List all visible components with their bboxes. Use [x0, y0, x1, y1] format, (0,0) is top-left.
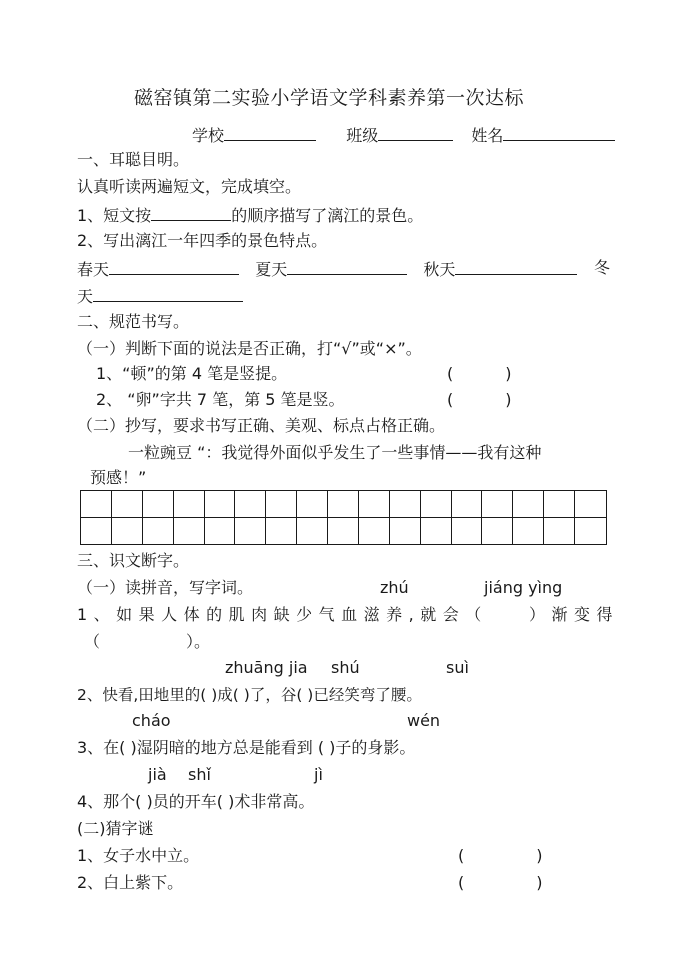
grid-cell[interactable]	[235, 518, 266, 545]
student-info-line	[192, 124, 615, 146]
copy-text-line2: 预感！”	[90, 468, 147, 487]
riddle-answer-2[interactable]: ( )	[458, 873, 543, 892]
grid-cell[interactable]	[205, 518, 236, 545]
class-label: 班级	[346, 126, 379, 145]
section2-part2: （二）抄写，要求书写正确、美观、标点占格正确。	[77, 416, 446, 435]
judge-item-1: 1、“顿”的第 4 笔是竖提。	[96, 364, 288, 383]
grid-cell[interactable]	[328, 518, 359, 545]
grid-cell[interactable]	[112, 518, 143, 545]
winter-line	[77, 285, 243, 307]
grid-cell[interactable]	[328, 491, 359, 518]
summer-blank[interactable]	[287, 258, 407, 275]
word-question-2: 2、快看,田地里的( )成( )了，谷( )已经笑弯了腰。	[77, 686, 422, 704]
pinyin-zhuangjia: zhuāng jia	[225, 658, 308, 677]
question-1-blank[interactable]	[151, 204, 231, 221]
school-label: 学校	[192, 126, 225, 145]
grid-cell[interactable]	[205, 491, 236, 518]
section1-question-1	[77, 204, 423, 226]
pinyin-wen: wén	[407, 711, 441, 730]
grid-cell[interactable]	[421, 518, 452, 545]
question-1-suffix: 的顺序描写了漓江的景色。	[231, 206, 424, 225]
grid-cell[interactable]	[81, 491, 112, 518]
grid-cell[interactable]	[390, 491, 421, 518]
grid-cell[interactable]	[174, 518, 205, 545]
word-question-1: 1、如果人体的肌肉缺少气血滋养,就会（	[77, 605, 488, 624]
riddle-1: 1、女子水中立。	[77, 846, 200, 865]
grid-cell[interactable]	[452, 491, 483, 518]
spring-label: 春天	[77, 260, 110, 279]
pinyin-shu: shú	[331, 658, 360, 677]
section2-part1: （一）判断下面的说法是否正确，打“√”或“×”。	[77, 339, 422, 358]
writing-grid[interactable]	[80, 490, 607, 545]
class-field[interactable]	[378, 124, 453, 141]
section1-question-2: 2、写出漓江一年四季的景色特点。	[77, 231, 328, 250]
grid-cell[interactable]	[513, 518, 544, 545]
grid-cell[interactable]	[359, 518, 390, 545]
copy-text-line1: 一粒豌豆 “：我觉得外面似乎发生了一些事情——我有这种	[128, 443, 542, 462]
pinyin-shi: shǐ	[188, 765, 211, 784]
page-title: 磁窑镇第二实验小学语文学科素养第一次达标	[134, 87, 525, 109]
grid-cell[interactable]	[575, 491, 606, 518]
grid-cell[interactable]	[297, 491, 328, 518]
pinyin-sui: suì	[446, 658, 469, 677]
pinyin-ji: jì	[314, 765, 323, 784]
word-question-1-line2	[84, 632, 210, 652]
word-question-3: 3、在( )湿阴暗的地方总是能看到 ( )子的身影。	[77, 738, 416, 757]
section3-heading: 三、识文断字。	[77, 551, 190, 570]
word-question-4: 4、那个( )员的开车( )术非常高。	[77, 792, 315, 811]
grid-cell[interactable]	[359, 491, 390, 518]
section2-heading: 二、规范书写。	[77, 312, 190, 331]
section3-part2: (二)猜字谜	[77, 819, 154, 838]
q1-close-paren: ）。	[186, 632, 211, 651]
word-question-1-mid: ）渐变得	[529, 605, 620, 624]
autumn-blank[interactable]	[455, 258, 577, 275]
winter-label-part2: 天	[77, 287, 94, 306]
grid-cell[interactable]	[297, 518, 328, 545]
pinyin-jiangying: jiáng yìng	[484, 578, 563, 597]
judge-answer-1[interactable]: ( )	[447, 364, 512, 383]
riddle-2: 2、白上紫下。	[77, 873, 184, 892]
riddle-answer-1[interactable]: ( )	[458, 846, 543, 865]
name-label: 姓名	[471, 126, 504, 145]
grid-cell[interactable]	[452, 518, 483, 545]
section3-part1: （一）读拼音，写字词。	[77, 578, 254, 597]
spring-blank[interactable]	[109, 258, 239, 275]
grid-cell[interactable]	[174, 491, 205, 518]
school-field[interactable]	[224, 124, 316, 141]
question-1-prefix: 1、短文按	[77, 206, 152, 225]
grid-cell[interactable]	[235, 491, 266, 518]
seasons-line	[77, 258, 577, 280]
grid-cell[interactable]	[544, 491, 575, 518]
grid-cell[interactable]	[513, 491, 544, 518]
grid-cell[interactable]	[143, 518, 174, 545]
grid-cell[interactable]	[390, 518, 421, 545]
summer-label: 夏天	[255, 260, 288, 279]
grid-cell[interactable]	[143, 491, 174, 518]
name-field[interactable]	[503, 124, 615, 141]
section1-heading: 一、耳聪目明。	[77, 150, 190, 169]
grid-cell[interactable]	[575, 518, 606, 545]
pinyin-zhu: zhú	[380, 578, 409, 597]
judge-answer-2[interactable]: ( )	[447, 390, 512, 409]
grid-cell[interactable]	[421, 491, 452, 518]
grid-cell[interactable]	[482, 491, 513, 518]
pinyin-chao: cháo	[132, 711, 171, 730]
grid-cell[interactable]	[544, 518, 575, 545]
section1-instruction: 认真听读两遍短文，完成填空。	[77, 177, 302, 196]
winter-blank[interactable]	[93, 285, 243, 302]
judge-item-2: 2、 “卵”字共 7 笔，第 5 笔是竖。	[96, 390, 345, 409]
grid-cell[interactable]	[266, 491, 297, 518]
q1-open-paren: （	[84, 632, 101, 651]
winter-label-part1: 冬	[594, 258, 611, 277]
grid-cell[interactable]	[482, 518, 513, 545]
pinyin-jia: jià	[148, 765, 167, 784]
grid-cell[interactable]	[266, 518, 297, 545]
grid-cell[interactable]	[112, 491, 143, 518]
grid-cell[interactable]	[81, 518, 112, 545]
autumn-label: 秋天	[423, 260, 456, 279]
